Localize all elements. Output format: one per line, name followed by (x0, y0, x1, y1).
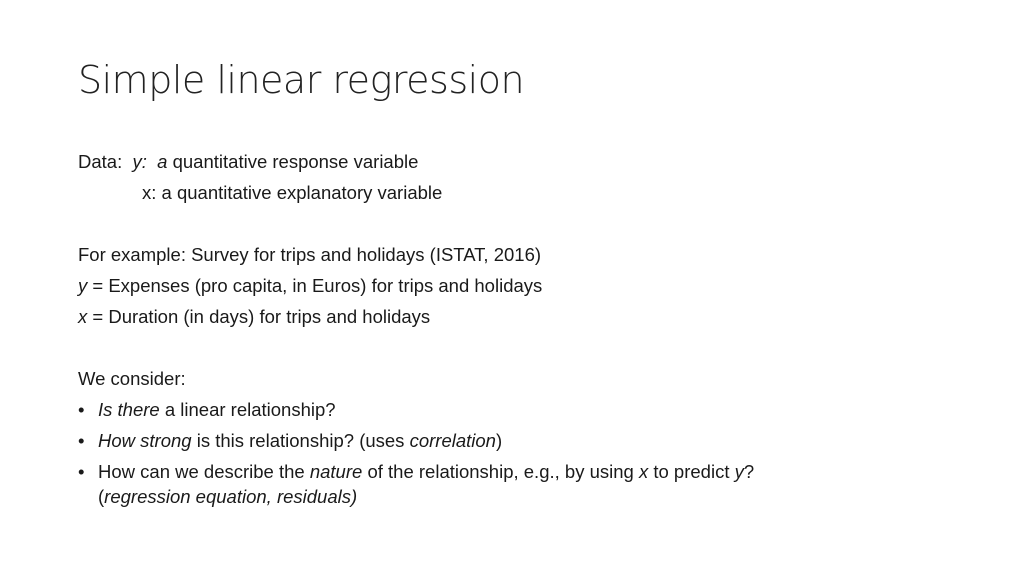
data-label: Data: (78, 151, 123, 172)
slide-body (78, 146, 754, 507)
x-symbol: x (78, 306, 88, 327)
y-article: a (157, 151, 168, 172)
bullet-3-y: y (734, 461, 744, 482)
bullet-2-text: is this relationship? (uses (191, 430, 410, 451)
x-definition: = Duration (in days) for trips and holidays (87, 306, 431, 327)
bullet-2-italic: How strong (98, 430, 192, 451)
y-description: quantitative response variable (167, 151, 419, 172)
bullet-2-end: ) (495, 430, 503, 451)
data-line-y (78, 146, 754, 177)
y-symbol: y (78, 275, 88, 296)
bullet-3-mid: of the relationship, e.g., by using (362, 461, 639, 482)
bullet-icon: • (78, 430, 85, 451)
slide-title: Simple linear regression (78, 58, 525, 102)
bullet-3-mid2: to predict (648, 461, 735, 482)
consider-heading: We consider: (78, 368, 186, 389)
bullet-3-text: How can we describe the (98, 461, 310, 482)
bullet-icon: • (78, 399, 85, 420)
data-line-x: x: a quantitative explanatory variable (142, 182, 443, 203)
y-definition: = Expenses (pro capita, in Euros) for trips and holidays (87, 275, 543, 296)
bullet-3-open: ( (98, 486, 105, 507)
bullet-item-3 (78, 456, 754, 507)
y-variable: y: (132, 151, 147, 172)
example-line: For example: Survey for trips and holidays (ISTAT, 2016) (78, 244, 542, 265)
example-x-line (78, 301, 754, 332)
bullet-2-correlation: correlation (409, 430, 496, 451)
example-y-line (78, 270, 754, 301)
bullet-3-x: x (638, 461, 649, 482)
bullet-3-nature: nature (309, 461, 363, 482)
bullet-1-text: a linear relationship? (159, 399, 336, 420)
bullet-icon: • (78, 461, 85, 482)
bullet-1-italic: Is there (98, 399, 160, 420)
bullet-3-italic: regression equation, residuals) (104, 486, 358, 507)
bullet-item-1 (78, 394, 754, 425)
bullet-item-2 (78, 425, 754, 456)
bullet-3-q: ? (743, 461, 755, 482)
